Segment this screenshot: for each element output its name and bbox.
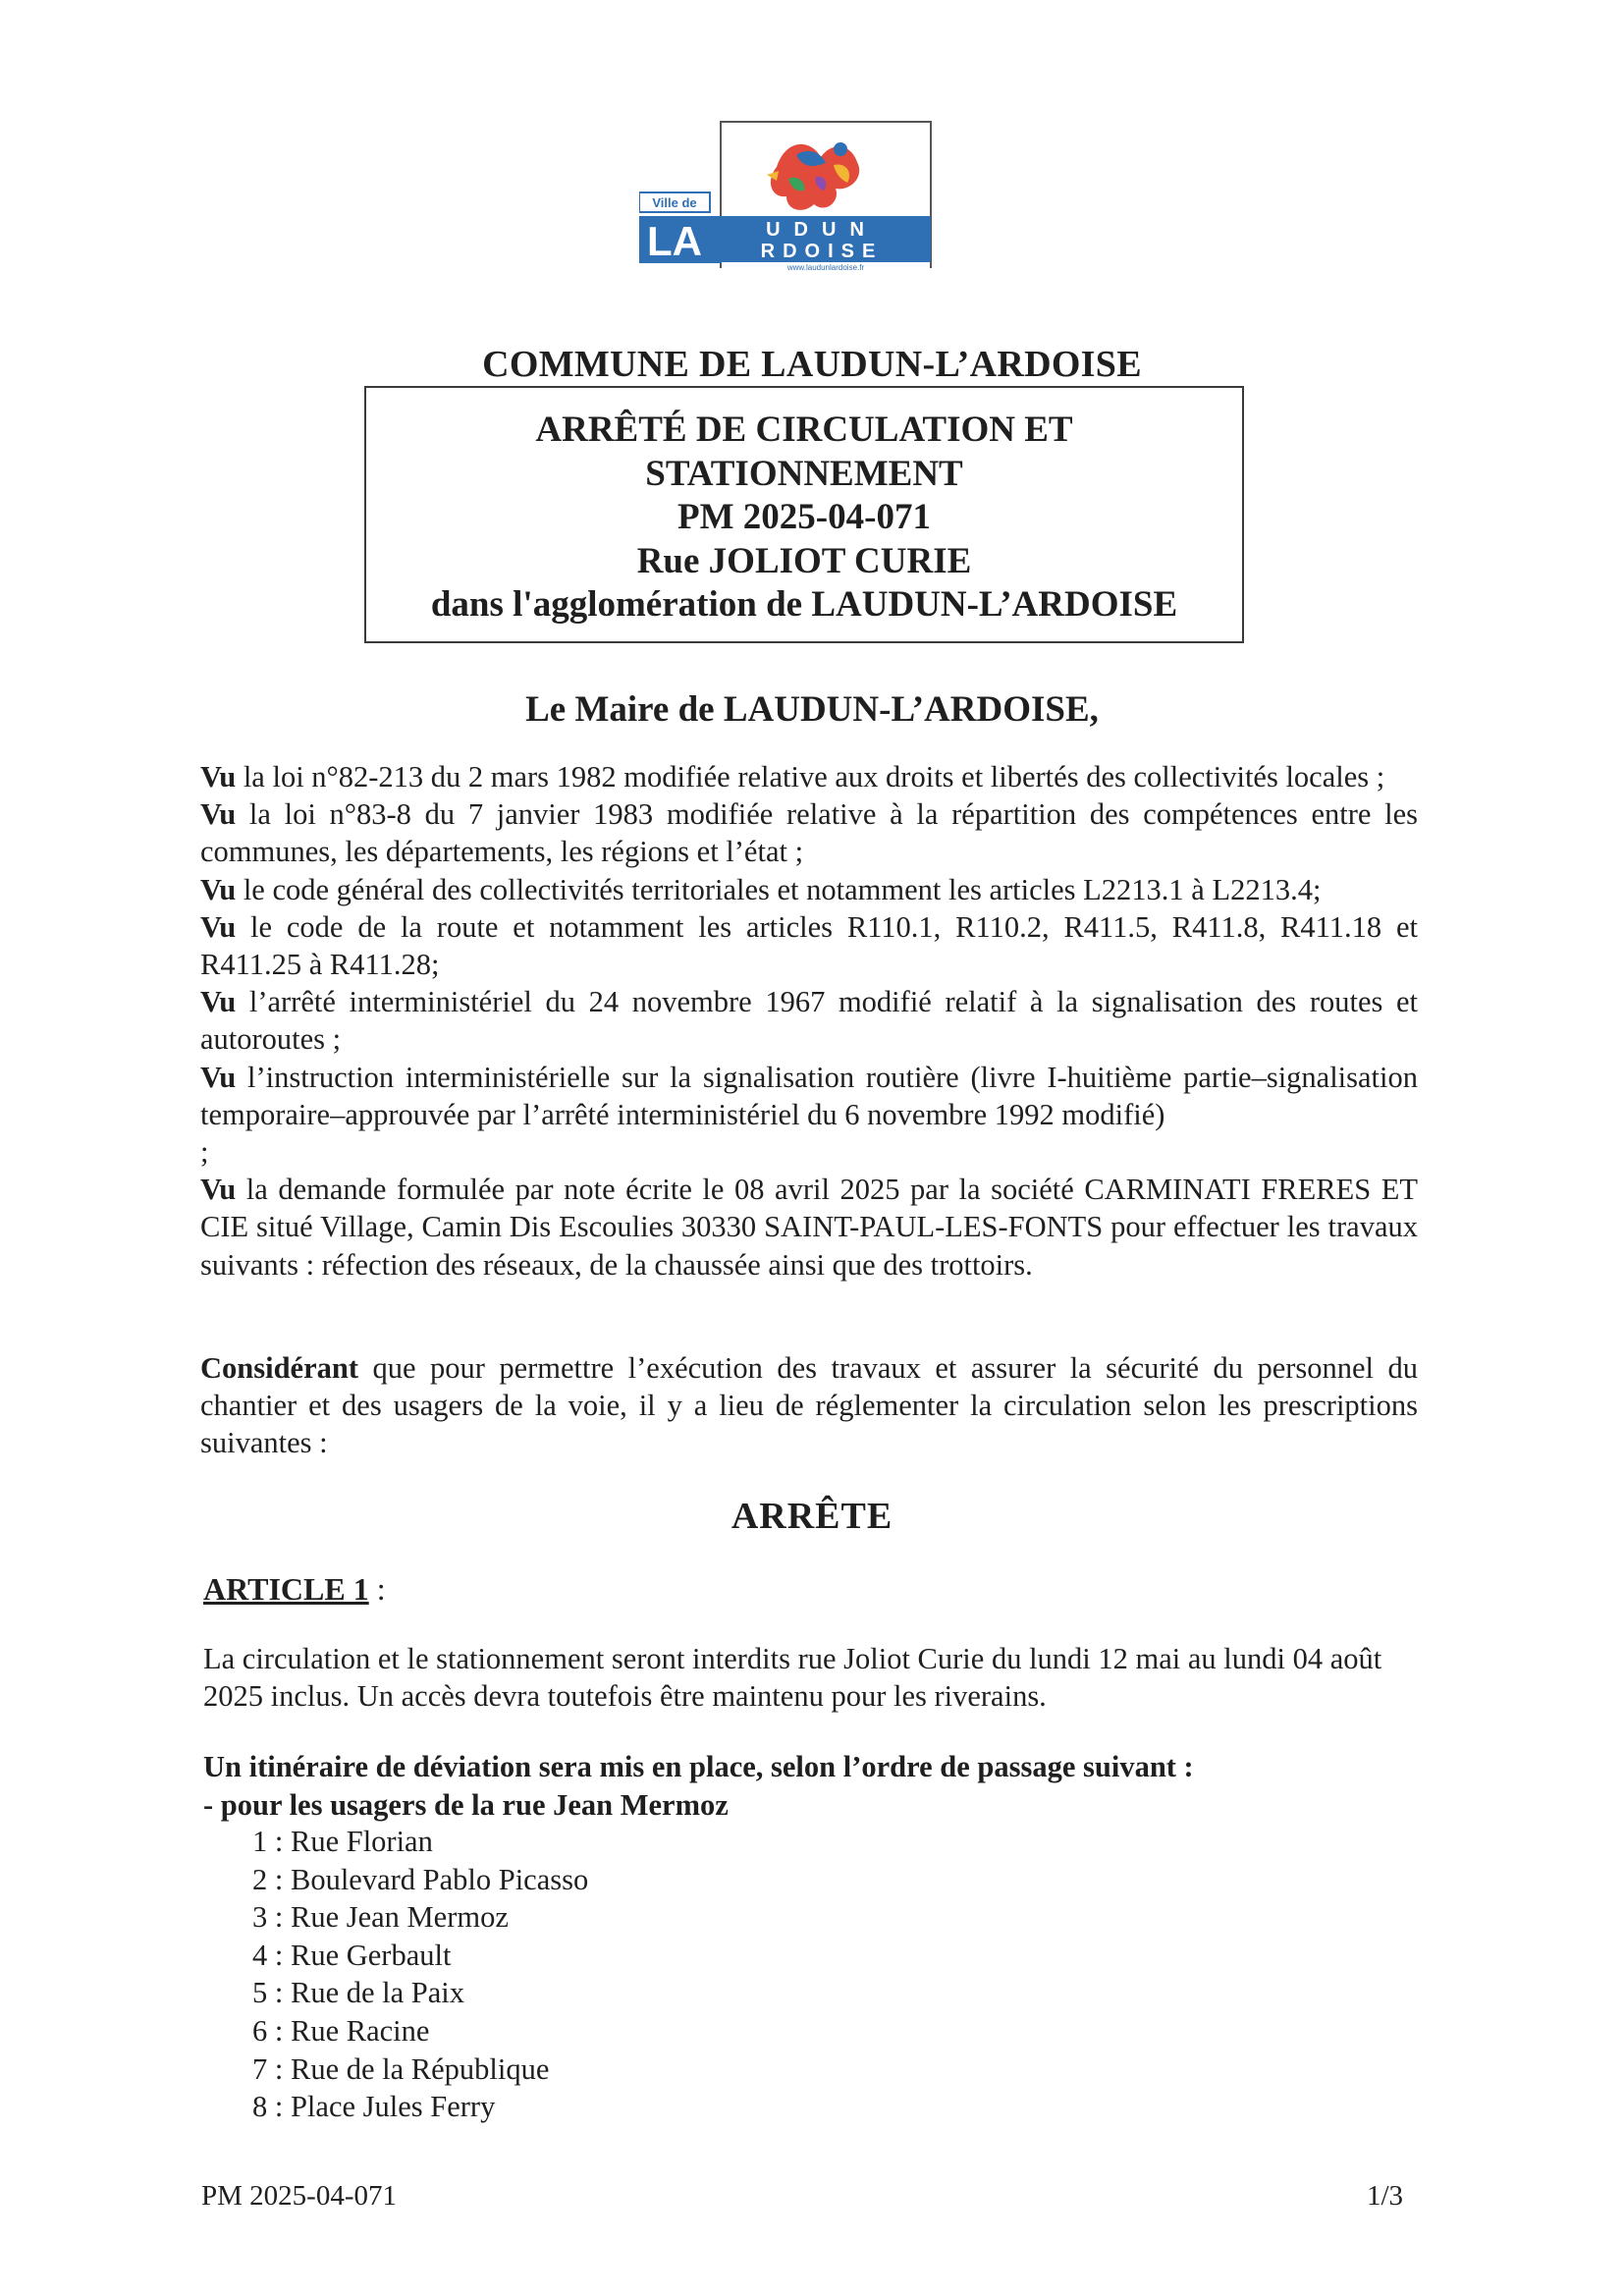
route-step: 1 : Rue Florian	[252, 1825, 433, 1858]
vu-item: Vu l’instruction interministérielle sur la signalisation routière (livre I-huitième partie–signalisation temporaire–approuvée par l’arrêté interministériel du 6 novembre 1992 modifié)	[200, 1060, 1419, 1131]
decree-title-line: STATIONNEMENT	[645, 453, 963, 494]
route-step: 8 : Place Jules Ferry	[252, 2090, 496, 2124]
vu-item: Vu le code de la route et notamment les articles R110.1, R110.2, R411.5, R411.8, R411.18 et R411.25 à R411.28;	[200, 909, 1418, 982]
route-step: 2 : Boulevard Pablo Picasso	[252, 1862, 589, 1896]
route-step: 6 : Rue Racine	[252, 2013, 430, 2048]
deviation-route-list	[252, 1823, 588, 2126]
arrete-heading: ARRÊTE	[731, 1496, 893, 1537]
vu-item: Vu l’arrêté interministériel du 24 novembre 1967 modifié relatif à la signalisation des routes et autoroutes ;	[200, 985, 1419, 1057]
decree-reference: PM 2025-04-071	[677, 497, 931, 537]
mayor-heading: Le Maire de LAUDUN-L’ARDOISE,	[525, 689, 1099, 730]
route-step: 7 : Rue de la République	[252, 2051, 550, 2086]
vu-item: Vu la demande formulée par note écrite le 08 avril 2025 par la société CARMINATI FRERES ET CIE situé Village, Camin Dis Escoulies 30330 SAINT-PAUL-LES-FONTS pour effectuer les travaux suivants : réfection des réseaux, de la chaussée ainsi que des trottoirs.	[200, 1173, 1419, 1282]
logo-letters-big: LA	[647, 218, 702, 264]
commune-title: COMMUNE DE LAUDUN-L’ARDOISE	[482, 344, 1142, 385]
article-1-text: La circulation et le stationnement seront interdits rue Joliot Curie du lundi 12 mai au lundi 04 août 2025 inclus. Un accès devra toutefois être maintenu pour les riverains.	[203, 1642, 1382, 1714]
vu-item: Vu le code général des collectivités territoriales et notamment les articles L2213.1 à L2213.4;	[200, 872, 1322, 906]
vu-label: Vu	[200, 872, 237, 906]
deviation-intro	[203, 1748, 1421, 1824]
logo-url: www.laudunlardoise.fr	[786, 263, 865, 271]
town-logo	[639, 118, 936, 271]
vu-label: Vu	[200, 909, 237, 944]
logo-letters-top: UDUN	[766, 219, 878, 241]
logo-small-top: Ville de	[652, 195, 697, 210]
decree-street: Rue JOLIOT CURIE	[636, 540, 972, 581]
vu-item-continuation: ;	[200, 1135, 209, 1170]
considerant-paragraph	[200, 1349, 1418, 1462]
route-step: 4 : Rue Gerbault	[252, 1938, 452, 1972]
considerant-text: que pour permettre l’exécution des travaux et assurer la sécurité du personnel du chantier et des usagers de la voie, il y a lieu de réglementer la circulation selon les prescriptions suivantes :	[200, 1351, 1418, 1460]
deviation-subheading: - pour les usagers de la rue Jean Mermoz	[203, 1787, 729, 1822]
route-step: 5 : Rue de la Paix	[252, 1976, 465, 2010]
footer-reference: PM 2025-04-071	[201, 2180, 397, 2212]
town-logo-graphic	[639, 118, 936, 271]
deviation-line: Un itinéraire de déviation sera mis en place, selon l’ordre de passage suivant :	[203, 1750, 1194, 1783]
logo-letters-bottom: RDOISE	[760, 241, 884, 262]
vu-item: Vu la loi n°82-213 du 2 mars 1982 modifiée relative aux droits et libertés des collectivités locales ;	[200, 760, 1385, 793]
page-number: 1/3	[1367, 2180, 1404, 2212]
decree-title-box	[364, 386, 1244, 643]
vu-label: Vu	[200, 985, 237, 1019]
route-step: 3 : Rue Jean Mermoz	[252, 1900, 509, 1935]
vu-list	[200, 758, 1418, 1284]
decree-location: dans l'agglomération de LAUDUN-L’ARDOISE	[430, 584, 1178, 625]
article-1-heading: ARTICLE 1 :	[203, 1571, 386, 1607]
vu-item: Vu la loi n°83-8 du 7 janvier 1983 modifiée relative à la répartition des compétences entre les communes, les départements, les régions et l’état ;	[200, 797, 1419, 869]
article-1-title: ARTICLE 1	[203, 1571, 369, 1607]
vu-label: Vu	[200, 797, 237, 832]
considerant-label: Considérant	[200, 1351, 358, 1385]
vu-label: Vu	[200, 1060, 237, 1094]
decree-title-line: ARRÊTÉ DE CIRCULATION ET	[535, 410, 1073, 450]
vu-label: Vu	[200, 760, 237, 793]
vu-label: Vu	[200, 1173, 237, 1207]
